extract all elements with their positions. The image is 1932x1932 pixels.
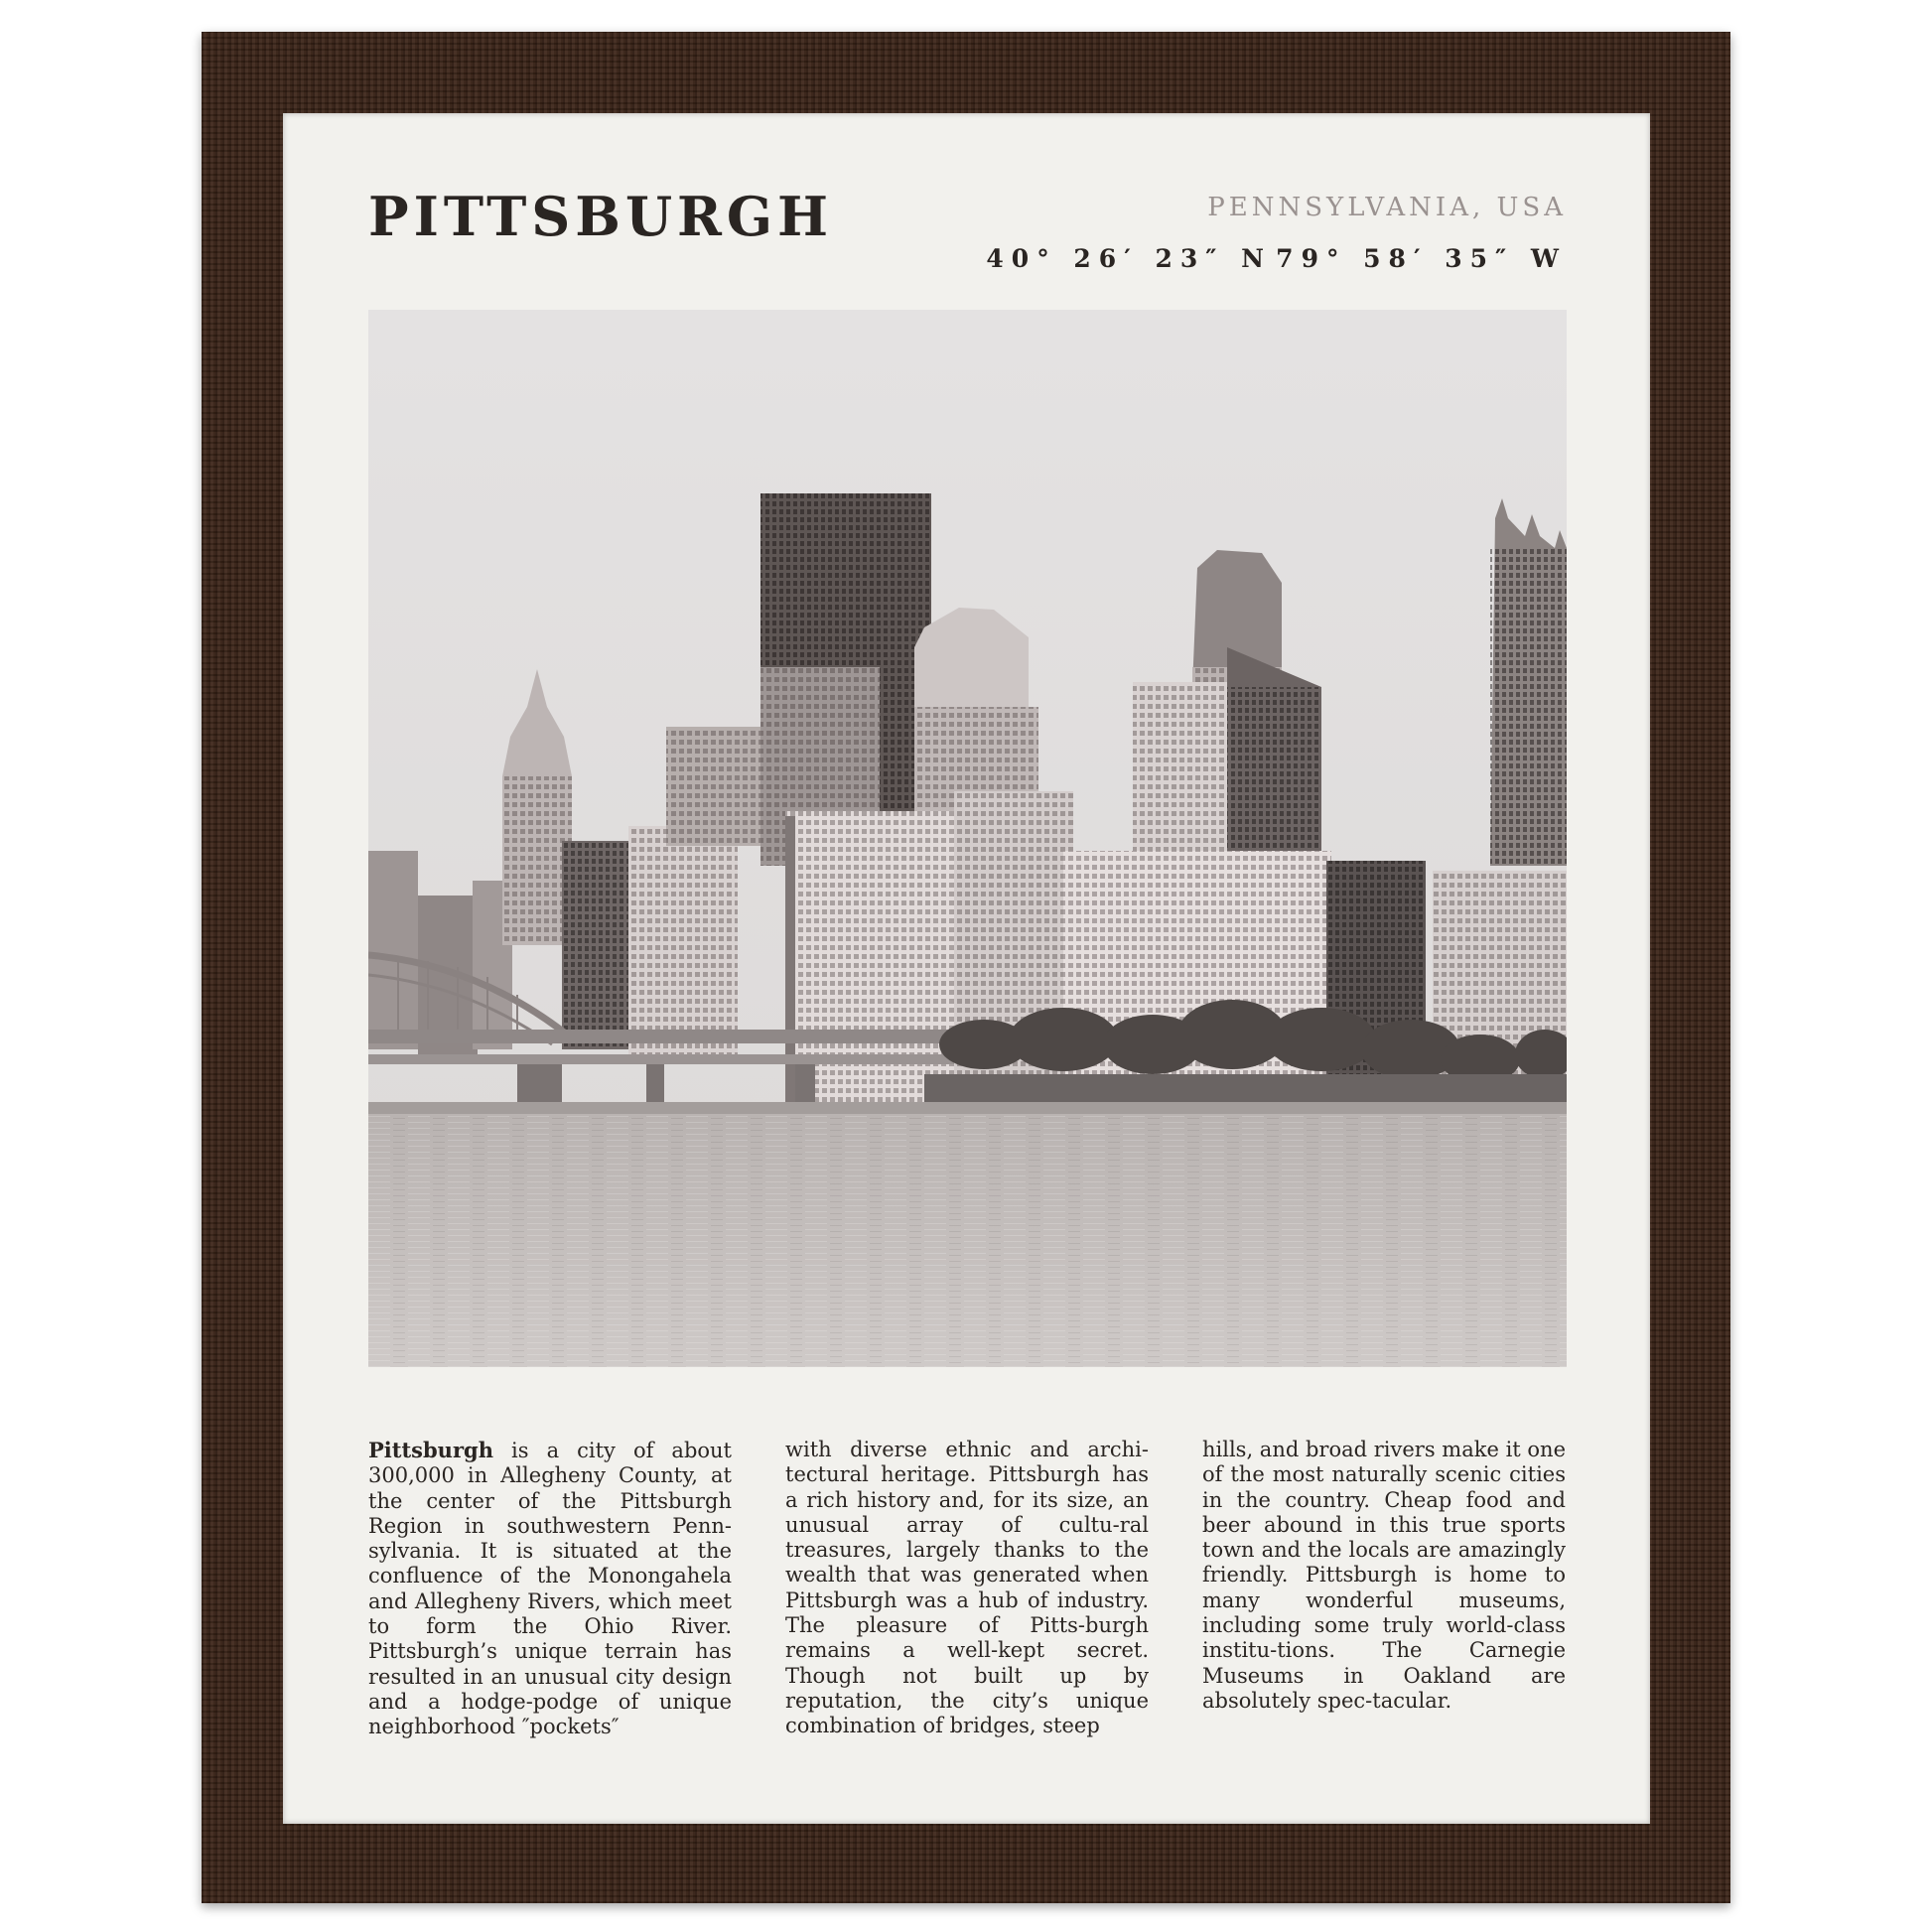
description-column-3: hills, and broad rivers make it one of the most naturally scenic cities in the country. Cheap food and beer abound in this true sports town and the locals are amazingly friendly. Pittsburgh is home to many wonderful museums, including some truly world-class institu-tions. The Carnegie Museums in Oakland are absolutely spec-tacular. [1202, 1438, 1566, 1713]
skyline-photo [368, 310, 1567, 1367]
longitude-label: 79° 58′ 35″ W [1276, 244, 1567, 273]
description-lead: Pittsburgh [368, 1438, 493, 1462]
skyline-illustration [368, 310, 1567, 1367]
latitude-label: 40° 26′ 23″ N [986, 244, 1272, 273]
description-column-1 [368, 1438, 732, 1740]
region-label: PENNSYLVANIA, USA [1207, 193, 1567, 222]
description-text-1: is a city of about 300,000 in Allegheny County, at the center of the Pittsburgh Region in southwestern Penn-sylvania. It is situated at the confluence of the Monongahela and Allegheny Rivers, which meet to form the Ohio River. Pittsburgh’s unique terrain has resulted in an unusual city design and a hodge-podge of unique neighborhood ″pockets″ [368, 1439, 732, 1739]
city-title: PITTSBURGH [368, 185, 834, 248]
description-column-2: with diverse ethnic and archi-tectural heritage. Pittsburgh has a rich history and, for its size, an unusual array of cultu-ral treasures, largely thanks to the wealth that was generated when Pittsburgh was a hub of industry. The pleasure of Pitts-burgh remains a well-kept secret. Though not built up by reputation, the city’s unique combination of bridges, steep [785, 1438, 1149, 1738]
